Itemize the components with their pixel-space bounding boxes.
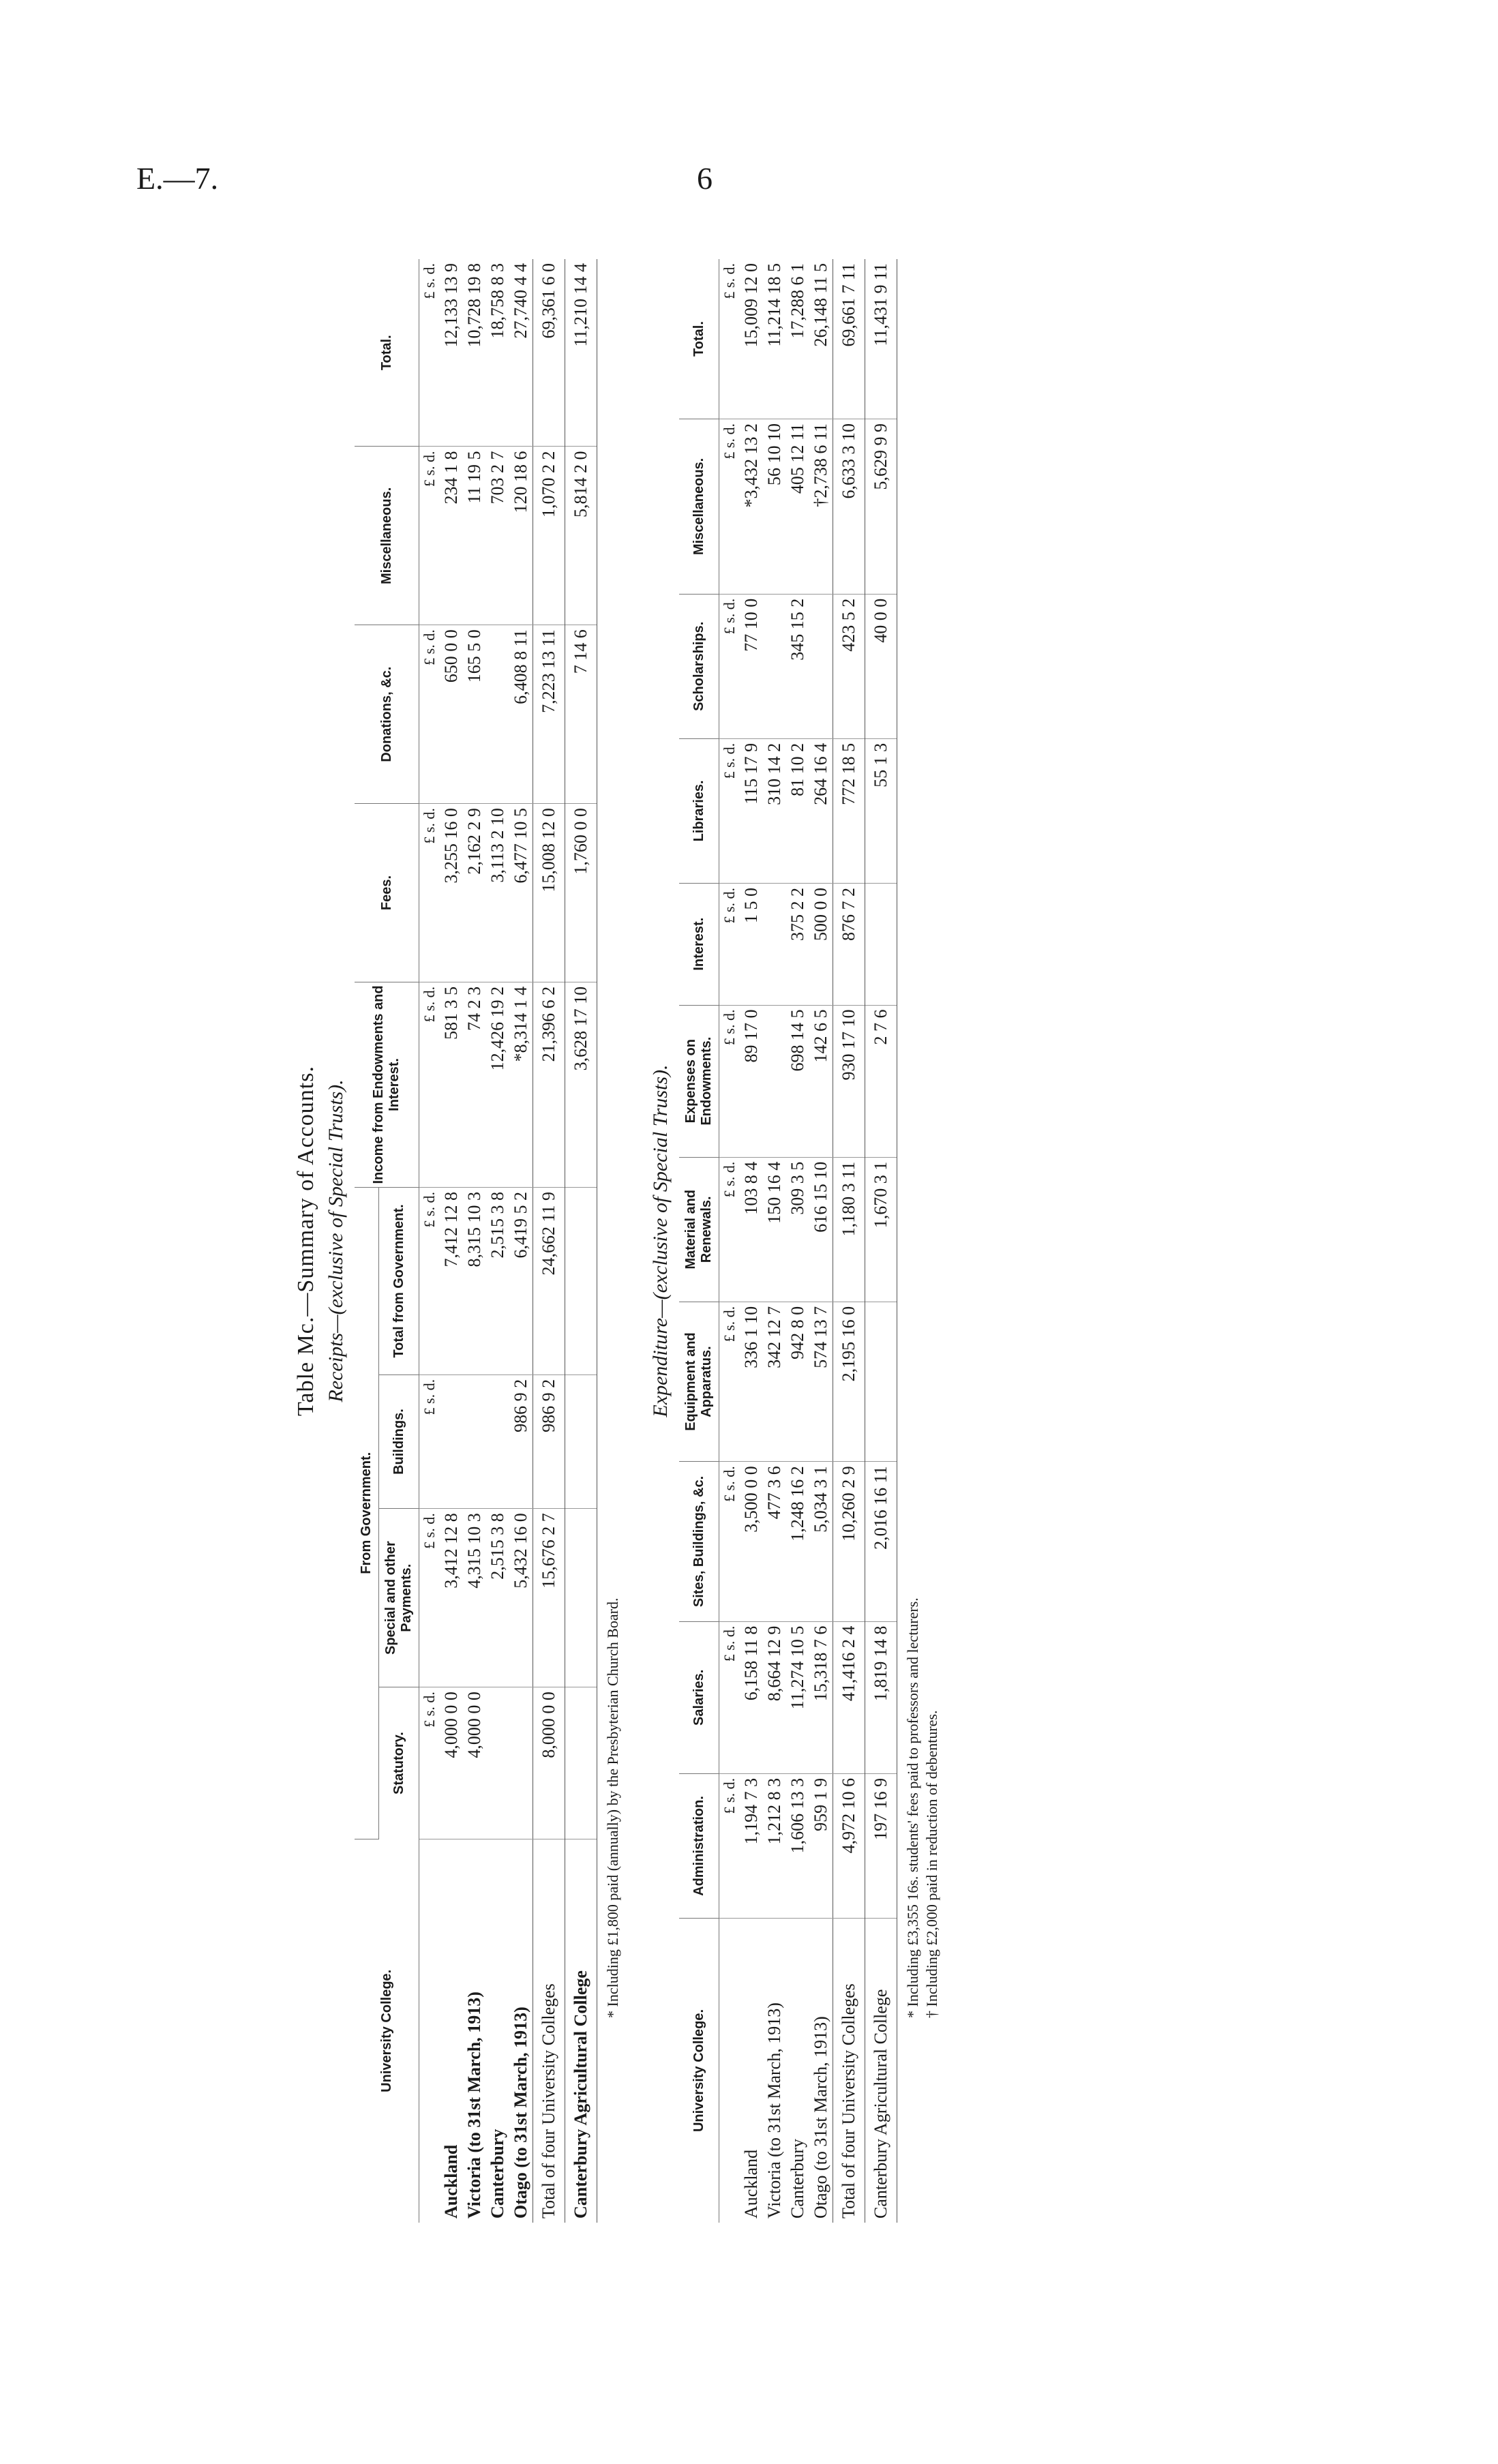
total-row: Total of four University Colleges 4,972 10 6 41,416 2 4 10,260 2 9 2,195 16 0 1,180 3 11 930 17 10 876 7 2 772 18 5 423 5 2 6,633 3 10 69,661 7 11 [833, 259, 865, 2223]
table-row: Auckland 1,194 7 3 6,158 11 8 3,500 0 0 336 1 10 103 8 4 89 17 0 1 5 0 115 17 9 77 10 0 *3,432 13 2 15,009 12 0 [740, 259, 763, 2223]
receipts-col-fees: Fees. [355, 804, 419, 982]
expenditure-table [679, 259, 897, 2223]
receipts-subtitle: Receipts—(exclusive of Special Trusts). [325, 1079, 347, 1402]
table-row: Canterbury 2,515 3 8 2,515 3 8 12,426 19 2 3,113 2 10 703 2 7 18,758 8 3 [486, 259, 509, 2223]
receipts-col-endowments: Income from Endowments and Interest. [355, 982, 419, 1187]
receipts-footnote: * Including £1,800 paid (annually) by the Presbyterian Church Board. [604, 1597, 621, 2018]
exp-col-miscellaneous: Miscellaneous. [679, 419, 719, 595]
receipts-col-special: Special and other Payments. [379, 1509, 419, 1687]
exp-col-endowments: Expenses on Endowments. [679, 1005, 719, 1157]
exp-col-equipment: Equipment and Apparatus. [679, 1302, 719, 1461]
receipts-col-total: Total. [355, 259, 419, 447]
receipts-group-government: From Government. [355, 1187, 379, 1839]
exp-col-total: Total. [679, 259, 719, 419]
table-title: Table Mc.—Summary of Accounts. [293, 1066, 318, 1416]
total-row: Total of four University Colleges 8,000 0 0 15,676 2 7 986 9 2 24,662 11 9 21,396 6 2 15,008 12 0 7,223 13 11 1,070 2 2 69,361 6 0 [533, 259, 565, 2223]
page-reference: E.—7. [136, 161, 219, 196]
exp-col-salaries: Salaries. [679, 1621, 719, 1773]
agricultural-row: Canterbury Agricultural College 197 16 9 1,819 14 8 2,016 16 11 1,670 3 1 2 7 6 55 1 3 40 0 0 5,629 9 9 11,431 9 11 [865, 259, 897, 2223]
table-row: Otago (to 31st March, 1913) 5,432 16 0 986 9 2 6,419 5 2 *8,314 1 4 6,477 10 5 6,408 8 11 120 18 6 27,740 4 4 [509, 259, 533, 2223]
expenditure-footnote-1: * Including £3,355 16s. students' fees paid to professors and lecturers. [904, 1597, 921, 2018]
exp-col-material: Material and Renewals. [679, 1157, 719, 1302]
exp-col-sites: Sites, Buildings, &c. [679, 1462, 719, 1621]
table-row: Auckland 4,000 0 0 3,412 12 8 7,412 12 8 581 3 5 3,255 16 0 650 0 0 234 1 8 12,133 13 9 [440, 259, 463, 2223]
agricultural-row: Canterbury Agricultural College 3,628 17 10 1,760 0 0 7 14 6 5,814 2 0 11,210 14 4 [565, 259, 597, 2223]
exp-col-college: University College. [679, 1919, 719, 2223]
receipts-col-total-govt: Total from Government. [379, 1187, 419, 1374]
expenditure-subtitle: Expenditure—(exclusive of Special Trusts). [649, 1064, 672, 1417]
exp-col-libraries: Libraries. [679, 738, 719, 883]
exp-col-interest: Interest. [679, 883, 719, 1005]
receipts-col-statutory: Statutory. [379, 1687, 419, 1839]
table-row: Victoria (to 31st March, 1913) 1,212 8 3 8,664 12 9 477 3 6 342 12 7 150 16 4 310 14 2 56 10 10 11,214 18 5 [763, 259, 786, 2223]
receipts-col-donations: Donations, &c. [355, 625, 419, 804]
receipts-table [355, 259, 597, 2223]
receipts-col-buildings: Buildings. [379, 1374, 419, 1508]
table-row: Otago (to 31st March, 1913) 959 1 9 15,318 7 6 5,034 3 1 574 13 7 616 15 10 142 6 5 500 0 0 264 16 4 †2,738 6 11 26,148 11 5 [809, 259, 833, 2223]
receipts-col-miscellaneous: Miscellaneous. [355, 447, 419, 625]
exp-col-administration: Administration. [679, 1773, 719, 1918]
table-row: Canterbury 1,606 13 3 11,274 10 5 1,248 16 2 942 8 0 309 3 5 698 14 5 375 2 2 81 10 2 345 15 2 405 12 11 17,288 6 1 [786, 259, 809, 2223]
page-number: 6 [697, 161, 713, 196]
units-row: £ s. d. £ s. d. £ s. d. £ s. d. £ s. d. £ s. d. £ s. d. £ s. d. £ s. d. [419, 259, 440, 2223]
receipts-col-college: University College. [355, 1839, 419, 2223]
table-row: Victoria (to 31st March, 1913) 4,000 0 0 4,315 10 3 8,315 10 3 74 2 3 2,162 2 9 165 5 0 11 19 5 10,728 19 8 [463, 259, 486, 2223]
expenditure-footnote-2: † Including £2,000 paid in reduction of debentures. [923, 1710, 940, 2018]
units-row: £ s. d. £ s. d. £ s. d. £ s. d. £ s. d. £ s. d. £ s. d. £ s. d. £ s. d. £ s. d. £ s. d. [719, 259, 740, 2223]
rotated-content [293, 259, 1180, 2223]
exp-col-scholarships: Scholarships. [679, 594, 719, 738]
